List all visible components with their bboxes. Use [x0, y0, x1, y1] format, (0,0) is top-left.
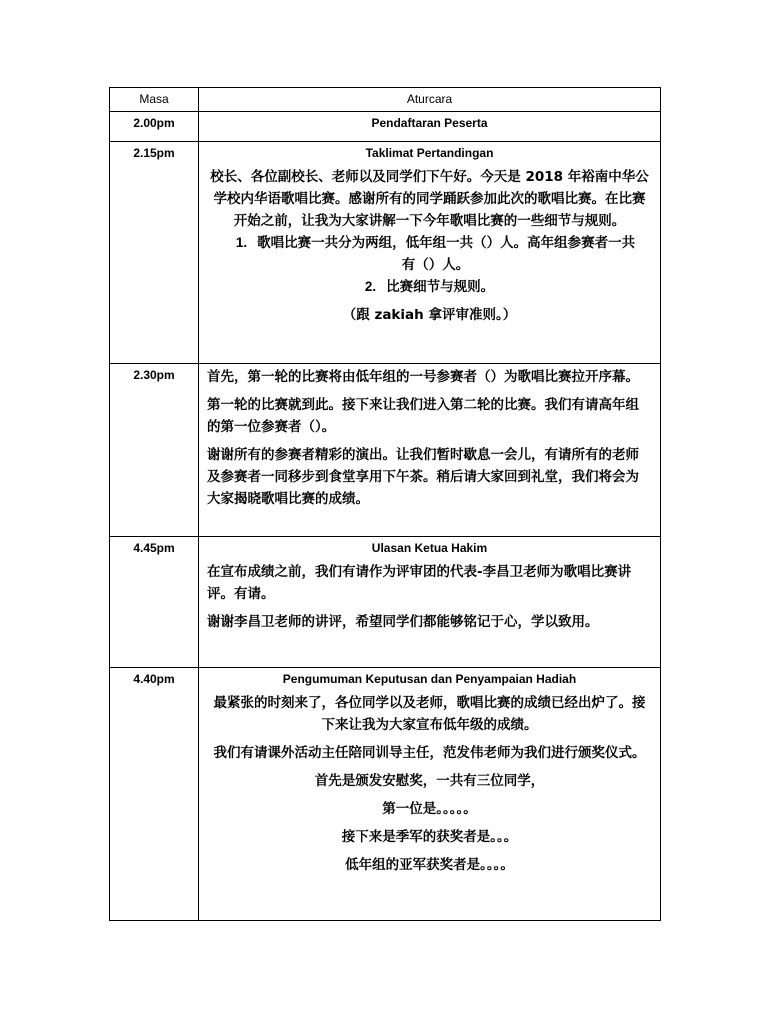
script-paragraph: 最紧张的时刻来了，各位同学以及老师，歌唱比赛的成绩已经出炉了。接下来让我为大家宣布低年级的成绩。 [213, 695, 646, 733]
row-time: 4.45pm [133, 541, 175, 555]
program-cell [199, 142, 661, 364]
script-paragraph: 首先，第一轮的比赛将由低年组的一号参赛者（）为歌唱比赛拉开序幕。 [207, 369, 639, 385]
program-cell [199, 112, 661, 142]
program-cell [199, 668, 661, 921]
row-time: 2.00pm [133, 116, 175, 130]
row-time: 2.30pm [133, 368, 175, 382]
program-cell [199, 364, 661, 537]
table-row [110, 142, 661, 364]
header-program-label: Aturcara [406, 92, 453, 106]
table-row [110, 668, 661, 921]
intro-paragraph: 校长、各位副校长、老师以及同学们下午好。今天是 2018 年裕南中华公学校内华语歌唱比赛。感谢所有的同学踊跃参加此次的歌唱比赛。在比赛开始之前，让我为大家讲解一下今年歌唱比赛的一些细节与规则。 [210, 169, 649, 229]
section-title: Taklimat Pertandingan [365, 146, 494, 160]
rules-list [207, 232, 652, 298]
rule-number: 2. [364, 279, 377, 294]
section-title: Ulasan Ketua Hakim [371, 541, 488, 555]
row-time: 2.15pm [133, 146, 175, 160]
header-time-label: Masa [139, 92, 169, 106]
rule-number: 1. [235, 235, 248, 250]
time-cell [110, 142, 199, 364]
rule-text: 比赛细节与规则。 [386, 279, 495, 295]
table-row [110, 364, 661, 537]
table-row [110, 112, 661, 142]
script-paragraph: 接下来是季军的获奖者是。。。 [341, 829, 518, 845]
table-header-row [110, 88, 661, 112]
time-cell [110, 112, 199, 142]
rule-text: 歌唱比赛一共分为两组，低年组一共（）人。高年组参赛者一共有（）人。 [257, 235, 636, 273]
time-cell [110, 537, 199, 668]
script-paragraph: 首先是颁发安慰奖，一共有三位同学， [314, 773, 545, 789]
script-paragraph: 我们有请课外活动主任陪同训导主任，范发伟老师为我们进行颁奖仪式。 [213, 745, 646, 761]
schedule-table [109, 87, 661, 921]
program-cell [199, 537, 661, 668]
section-title: Pengumuman Keputusan dan Penyampaian Hadiah [282, 672, 577, 686]
script-paragraph: 在宣布成绩之前，我们有请作为评审团的代表-李昌卫老师为歌唱比赛讲评。有请。 [207, 564, 632, 602]
time-cell [110, 668, 199, 921]
header-time-cell [110, 88, 199, 112]
rule-item [207, 276, 652, 298]
section-title: Pendaftaran Peserta [371, 116, 488, 130]
time-cell [110, 364, 199, 537]
program-document [109, 87, 660, 921]
judging-note: （跟 zakiah 拿评审准则。） [342, 307, 517, 323]
header-program-cell [199, 88, 661, 112]
script-paragraph: 低年组的亚军获奖者是。。。。 [345, 857, 514, 873]
script-paragraph: 第一轮的比赛就到此。接下来让我们进入第二轮的比赛。我们有请高年组的第一位参赛者（）。 [207, 397, 639, 435]
row-time: 4.40pm [133, 672, 175, 686]
script-paragraph: 第一位是。。。。。 [382, 801, 477, 817]
script-paragraph: 谢谢所有的参赛者精彩的演出。让我们暂时歇息一会儿，有请所有的老师及参赛者一同移步到食堂享用下午茶。稍后请大家回到礼堂，我们将会为大家揭晓歌唱比赛的成绩。 [207, 447, 639, 507]
table-row [110, 537, 661, 668]
script-paragraph: 谢谢李昌卫老师的讲评，希望同学们都能够铭记于心，学以致用。 [207, 614, 599, 630]
rule-item [207, 232, 652, 276]
